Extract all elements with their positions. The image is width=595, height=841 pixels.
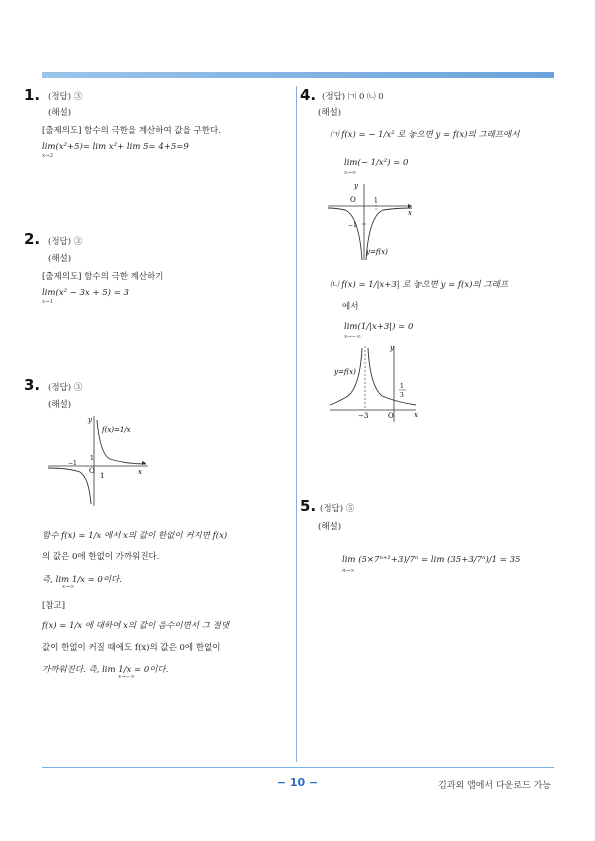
svg-text:x: x (408, 209, 412, 217)
answer-text: (정답) ㈀ 0 ㈁ 0 (322, 92, 384, 102)
svg-text:O: O (388, 412, 394, 420)
limit-subscript: x→−∞ (344, 334, 361, 340)
intent-text: [출제의도] 함수의 극한을 계산하여 값을 구한다. (42, 126, 221, 136)
limit-subscript: x→1 (42, 299, 54, 305)
svg-text:y: y (390, 344, 394, 352)
svg-text:1: 1 (374, 197, 378, 204)
question-number: 3. (24, 376, 41, 394)
svg-text:y: y (354, 182, 358, 190)
svg-text:1: 1 (400, 383, 404, 390)
text-line: 의 값은 0에 한없이 가까워진다. (42, 552, 160, 562)
svg-text:1: 1 (100, 472, 105, 480)
text-line: 에서 (342, 302, 359, 312)
svg-text:y: y (88, 416, 92, 424)
graph-label: y=f(x) (334, 368, 356, 376)
limit-subscript: x→2 (42, 153, 54, 159)
formula: lim(x²+5)= lim x²+ lim 5= 4+5=9 (42, 142, 189, 152)
question-number: 4. (300, 86, 317, 104)
answer-text: (정답) ⑤ (320, 504, 355, 514)
limit-subscript: x→−∞ (118, 674, 135, 680)
explain-label: (해설) (318, 108, 342, 118)
graph-label: y=f(x) (366, 248, 388, 256)
graph-label: f(x)=1/x (102, 426, 131, 434)
limit-subscript: x→∞ (344, 170, 357, 176)
text-line: 함수 f(x) = 1/x 에서 x의 값이 한없이 커지면 f(x) (42, 531, 228, 541)
svg-text:O: O (89, 467, 95, 475)
question-number: 5. (300, 497, 317, 515)
answer-text: (정답) ③ (48, 383, 83, 393)
text-line: 즉, lim 1/x = 0이다. (42, 575, 122, 585)
intent-text: [출제의도] 함수의 극한 계산하기 (42, 272, 164, 282)
ref-label: [참고] (42, 601, 66, 611)
formula: lim (5×7ⁿ⁺¹+3)/7ⁿ = lim (35+3/7ⁿ)/1 = 35 (342, 555, 521, 565)
text-line: f(x) = 1/x 에 대하여 x의 값이 음수이면서 그 절댓 (42, 621, 230, 631)
explain-label: (해설) (48, 254, 72, 264)
question-number: 2. (24, 230, 41, 248)
top-accent-bar (42, 72, 554, 78)
formula: lim(x² − 3x + 5) = 3 (42, 288, 129, 298)
svg-text:−1: −1 (348, 222, 357, 229)
svg-text:3: 3 (400, 392, 404, 399)
limit-subscript: n→∞ (342, 568, 355, 574)
svg-text:1: 1 (90, 455, 94, 462)
neg-reciprocal-square-graph (328, 182, 418, 262)
page-number: − 10 − (276, 776, 319, 789)
svg-text:O: O (350, 196, 356, 204)
answer-text: (정답) ③ (48, 237, 83, 247)
text-line: ㈁ f(x) = 1/|x+3| 로 놓으면 y = f(x)의 그래프 (330, 280, 509, 290)
explain-label: (해설) (48, 108, 72, 118)
text-line: ㈀ f(x) = − 1/x² 로 놓으면 y = f(x)의 그래프에서 (330, 130, 520, 140)
hyperbola-graph (48, 414, 153, 509)
footer-note: 김과외 앱에서 다운로드 가능 (438, 781, 551, 791)
text-line: 가까워진다. 즉, lim 1/x = 0이다. (42, 665, 169, 675)
reciprocal-abs-graph (330, 344, 422, 424)
explain-label: (해설) (318, 522, 342, 532)
limit-formula: lim(− 1/x²) = 0 (344, 158, 409, 168)
question-number: 1. (24, 86, 41, 104)
svg-text:x: x (414, 411, 418, 419)
limit-subscript: x→∞ (62, 584, 75, 590)
answer-text: (정답) ③ (48, 92, 83, 102)
column-divider (296, 86, 297, 762)
footer-divider (42, 767, 554, 768)
limit-formula: lim(1/|x+3|) = 0 (344, 322, 414, 332)
text-line: 값이 한없이 커질 때에도 f(x)의 값은 0에 한없이 (42, 643, 221, 653)
svg-text:−1: −1 (68, 460, 77, 467)
svg-text:x: x (138, 468, 142, 476)
explain-label: (해설) (48, 400, 72, 410)
svg-text:−3: −3 (358, 412, 369, 420)
